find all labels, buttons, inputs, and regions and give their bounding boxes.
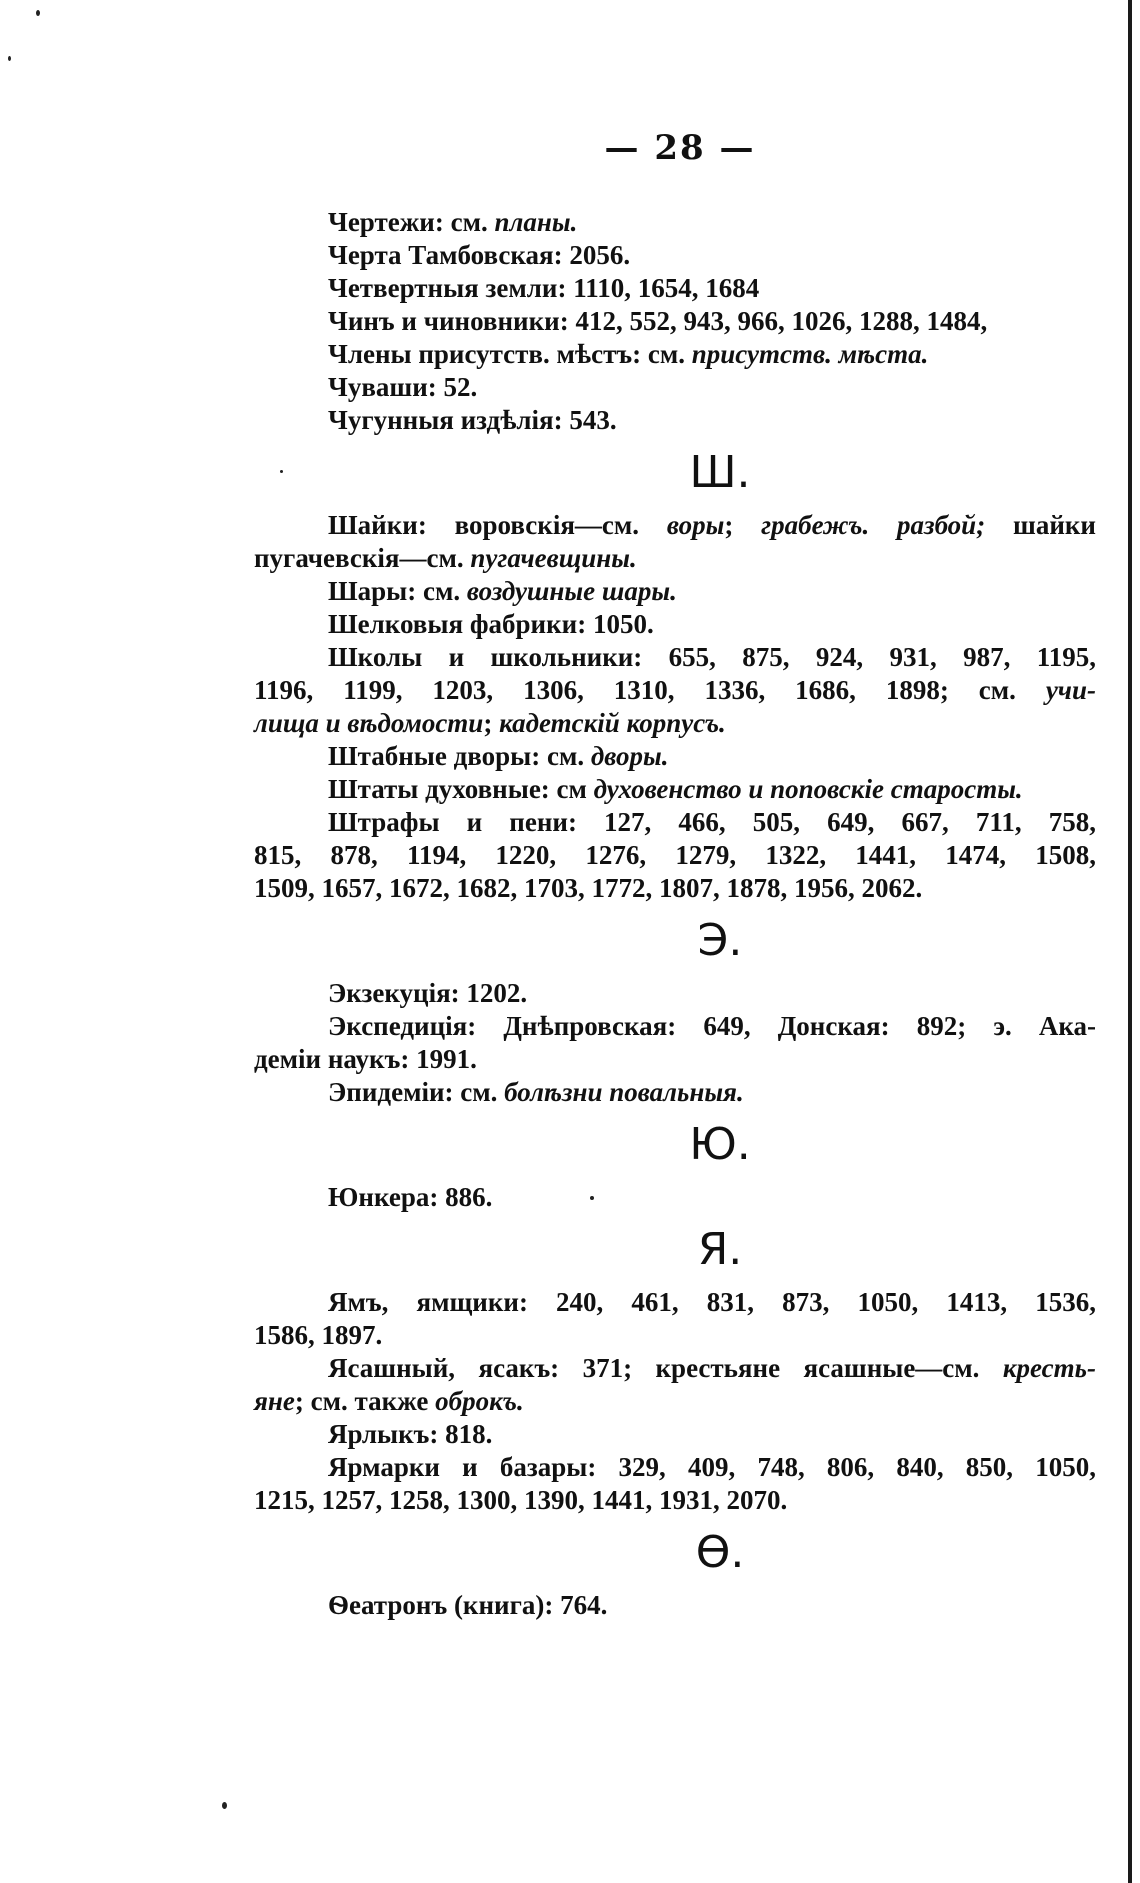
index-entry-continuation: 1215, 1257, 1258, 1300, 1390, 1441, 1931, 2070.: [254, 1485, 788, 1515]
index-entry: Черта Тамбовская: 2056.: [328, 240, 631, 270]
index-entry: Ярлыкъ: 818.: [328, 1419, 493, 1449]
index-entry: Ясашный, ясакъ: 371; крестьяне ясашные—см. кресть-: [328, 1353, 1096, 1383]
index-entry: Шелковыя фабрики: 1050.: [328, 609, 654, 639]
index-entry: Штрафы и пени: 127, 466, 505, 649, 667, 711, 758,: [328, 807, 1096, 837]
section-letter-sh: Ш.: [689, 447, 751, 498]
index-entry: Школы и школьники: 655, 875, 924, 931, 987, 1195,: [328, 642, 1096, 672]
scan-speck: [8, 56, 11, 61]
index-entry: Четвертныя земли: 1110, 1654, 1684: [328, 273, 760, 303]
page-edge-line: [1128, 0, 1132, 1883]
index-entry: Ярмарки и базары: 329, 409, 748, 806, 840, 850, 1050,: [328, 1452, 1096, 1482]
index-entry: Чертежи: см. планы.: [328, 207, 578, 237]
index-entry: Чинъ и чиновники: 412, 552, 943, 966, 1026, 1288, 1484,: [328, 306, 988, 336]
scan-speck: [36, 10, 40, 16]
index-entry-continuation: лища и вѣдомости; кадетскій корпусъ.: [254, 708, 726, 738]
page-number: — 28 —: [604, 128, 756, 168]
index-entry: Экзекуція: 1202.: [328, 978, 528, 1008]
index-entry: Штаты духовные: см духовенство и поповскіе старосты.: [328, 774, 1023, 804]
section-letter-ya: Я.: [697, 1224, 743, 1275]
index-entry-continuation: деміи наукъ: 1991.: [254, 1044, 477, 1074]
index-entry: Члены присутств. мѣстъ: см. присутств. мѣста.: [328, 339, 929, 369]
index-entry: Юнкера: 886.: [328, 1182, 493, 1212]
index-entry: Ямъ, ямщики: 240, 461, 831, 873, 1050, 1413, 1536,: [328, 1287, 1096, 1317]
index-entry: Шары: см. воздушные шары.: [328, 576, 677, 606]
scan-speck: [222, 1802, 227, 1809]
index-entry-continuation: 1509, 1657, 1672, 1682, 1703, 1772, 1807, 1878, 1956, 2062.: [254, 873, 923, 903]
index-entry-continuation: 815, 878, 1194, 1220, 1276, 1279, 1322, 1441, 1474, 1508,: [254, 840, 1096, 870]
index-content: [254, 206, 1096, 1622]
index-entry-continuation: 1196, 1199, 1203, 1306, 1310, 1336, 1686, 1898; см. учи-: [254, 675, 1096, 705]
index-entry-continuation: пугачевскія—см. пугачевщины.: [254, 543, 637, 573]
index-entry-continuation: яне; см. также оброкъ.: [254, 1386, 524, 1416]
index-entry: Штабные дворы: см. дворы.: [328, 741, 669, 771]
index-entry: Чугунныя издѣлія: 543.: [328, 405, 617, 435]
section-letter-e: Э.: [697, 915, 743, 966]
section-letter-fita: Ѳ.: [695, 1527, 745, 1578]
index-entry: Чуваши: 52.: [328, 372, 478, 402]
index-entry: Экспедиція: Днѣпровская: 649, Донская: 892; э. Ака-: [328, 1011, 1096, 1041]
index-entry: Шайки: воровскія—см. воры; грабежъ. разбой; шайки: [328, 510, 1096, 540]
index-entry: Ѳеатронъ (книга): 764.: [328, 1590, 608, 1620]
index-entry: Эпидеміи: см. болѣзни повальныя.: [328, 1077, 744, 1107]
index-entry-continuation: 1586, 1897.: [254, 1320, 383, 1350]
section-letter-yu: Ю.: [689, 1119, 751, 1170]
